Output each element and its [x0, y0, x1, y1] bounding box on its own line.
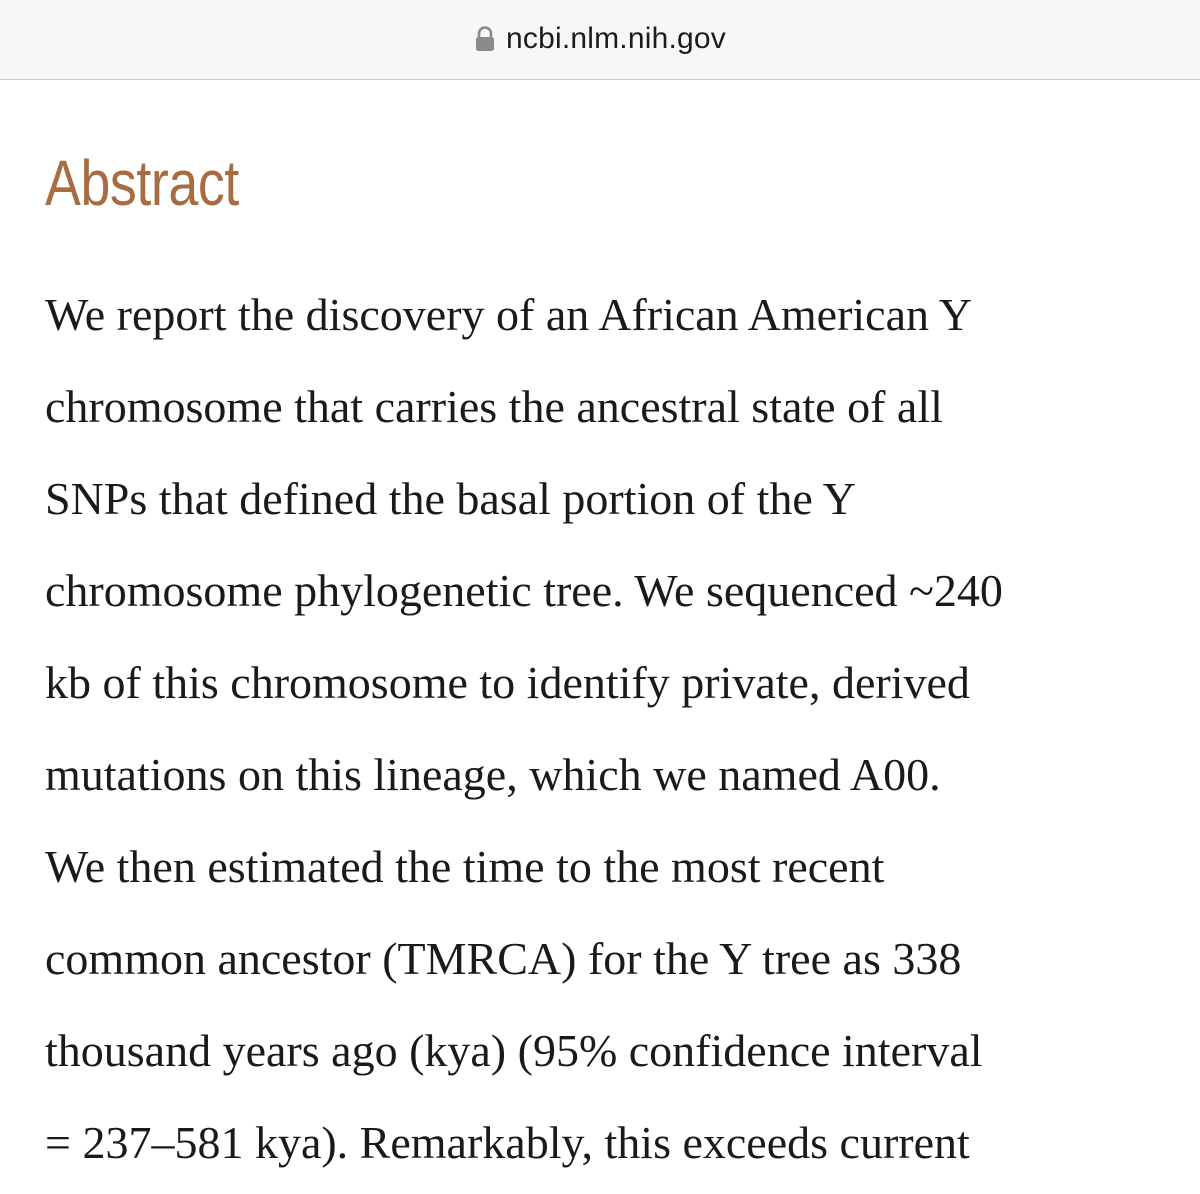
abstract-line: We then estimated the time to the most recent — [45, 841, 885, 892]
abstract-line: = 237–581 kya). Remarkably, this exceeds current — [45, 1117, 970, 1168]
abstract-line: mutations on this lineage, which we named A00. — [45, 749, 941, 800]
abstract-line: SNPs that defined the basal portion of the Y — [45, 473, 856, 524]
abstract-line: common ancestor (TMRCA) for the Y tree as 338 — [45, 933, 962, 984]
abstract-line: chromosome phylogenetic tree. We sequenced ~240 — [45, 565, 1003, 616]
lock-icon — [474, 26, 496, 52]
abstract-line: We report the discovery of an African American Y — [45, 289, 973, 340]
url-text[interactable]: ncbi.nlm.nih.gov — [506, 21, 726, 55]
abstract-line: chromosome that carries the ancestral state of all — [45, 381, 943, 432]
abstract-line: kb of this chromosome to identify private, derived — [45, 657, 970, 708]
abstract-paragraph — [45, 269, 1165, 1189]
address-bar-content[interactable] — [474, 22, 726, 56]
section-heading: Abstract — [45, 147, 239, 219]
abstract-line: thousand years ago (kya) (95% confidence interval — [45, 1025, 983, 1076]
address-bar[interactable] — [0, 0, 1200, 80]
